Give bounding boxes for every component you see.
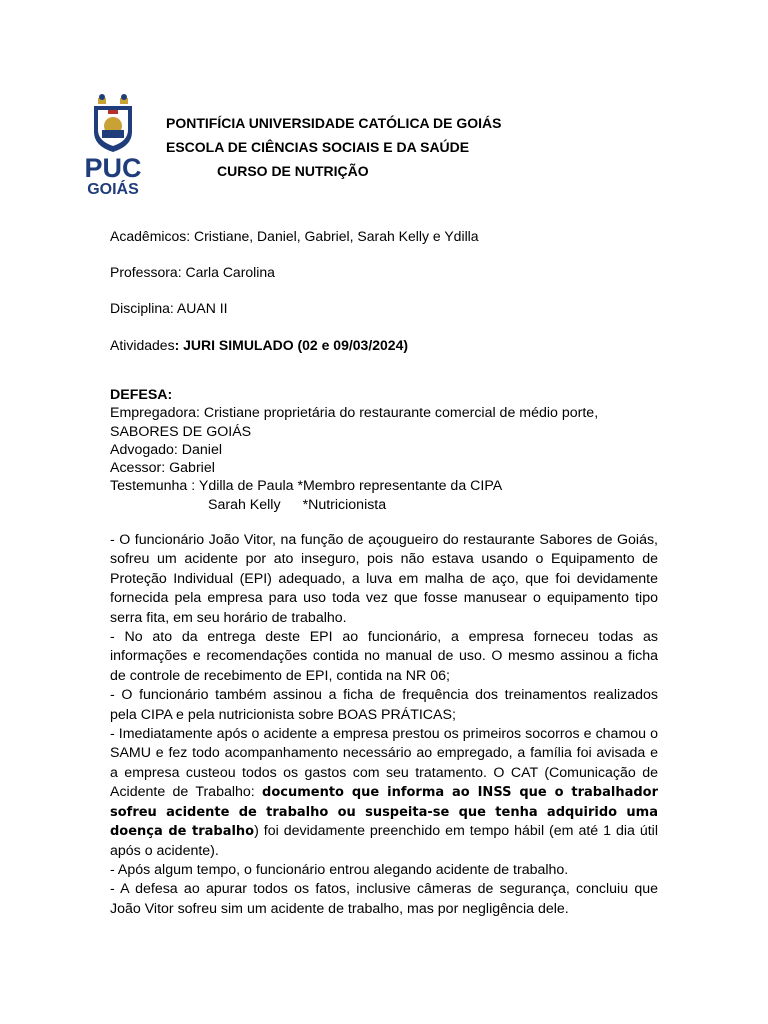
paragraph-2: - No ato da entrega deste EPI ao funcionário, a empresa forneceu todas as informações e recomendações contida no manual de uso. O mesmo assinou a ficha de controle de recebimento de EPI, contida na NR 06; bbox=[110, 629, 658, 684]
activities-line bbox=[110, 337, 408, 353]
paragraph-4-start: - Imediatamente após o acidente a empresa prestou os primeiros socorros e chamou o SAMU e fez todo acompanhamento necessário ao empregado, a família foi avisada e a empresa custeou todos os gastos com seu tratamento. O CAT (Comunicação de Acidente de Trabalho: bbox=[110, 726, 658, 801]
defense-section bbox=[110, 386, 660, 514]
school-name: ESCOLA DE CIÊNCIAS SOCIAIS E DA SAÚDE bbox=[166, 139, 470, 155]
assistant-line: Acessor: Gabriel bbox=[110, 460, 215, 477]
cat-definition: documento que informa ao INSS que o trabalhador sofreu acidente de trabalho ou suspeita-se que tenha adquirido uma doença de trabalho bbox=[110, 785, 658, 840]
paragraph-1: - O funcionário João Vitor, na função de açougueiro do restaurante Sabores de Goiás, sofreu um acidente por ato inseguro, pois não estava usando o Equipamento de Proteção Individual (EPI) adequado, a luva em malha de aço, que foi devidamente fornecida pela empresa para uso toda vez que fosse manusear o equipamento tipo serra fita, em seu horário de trabalho. bbox=[110, 532, 658, 626]
paragraph-5: - Após algum tempo, o funcionário entrou alegando acidente de trabalho. bbox=[110, 861, 569, 878]
document-header bbox=[166, 111, 502, 183]
professor-line: Professora: Carla Carolina bbox=[110, 264, 275, 280]
university-name: PONTIFÍCIA UNIVERSIDADE CATÓLICA DE GOIÁS bbox=[166, 115, 502, 131]
witness-2-role: *Nutricionista bbox=[302, 496, 387, 513]
course-name: CURSO DE NUTRIÇÃO bbox=[217, 163, 369, 179]
employer-line: Empregadora: Cristiane proprietária do restaurante comercial de médio porte, SABORES DE GOIÁS bbox=[110, 405, 599, 440]
witness-2-name: Sarah Kelly bbox=[208, 496, 281, 513]
paragraph-6: - A defesa ao apurar todos os fatos, inclusive câmeras de segurança, concluiu que João Vitor sofreu sim um acidente de trabalho, mas por negligência dele. bbox=[110, 881, 658, 917]
shield-crest-icon bbox=[94, 94, 132, 152]
lawyer-line: Advogado: Daniel bbox=[110, 441, 223, 458]
academics-line: Acadêmicos: Cristiane, Daniel, Gabriel, Sarah Kelly e Ydilla bbox=[110, 228, 479, 244]
logo-secondary: GOIÁS bbox=[87, 181, 139, 198]
paragraph-3: - O funcionário também assinou a ficha de frequência dos treinamentos realizados pela CIPA e pela nutricionista sobre BOAS PRÁTICAS; bbox=[110, 687, 658, 723]
paragraph-4-end: ) foi devidamente preenchido em tempo hábil (em até 1 dia útil após o acidente). bbox=[110, 823, 658, 859]
paragraph-4 bbox=[110, 725, 658, 861]
discipline-line: Disciplina: AUAN II bbox=[110, 300, 228, 316]
defense-arguments bbox=[110, 531, 658, 919]
witness-line-2 bbox=[110, 496, 660, 514]
defense-title: DEFESA: bbox=[110, 387, 173, 403]
witness-line-1: Testemunha : Ydilla de Paula *Membro representante da CIPA bbox=[110, 478, 503, 495]
activities-value: : JURI SIMULADO (02 e 09/03/2024) bbox=[174, 337, 409, 353]
puc-goias-logo bbox=[80, 92, 146, 198]
activities-label: Atividades bbox=[110, 337, 175, 353]
logo-primary: PUC bbox=[84, 153, 142, 183]
